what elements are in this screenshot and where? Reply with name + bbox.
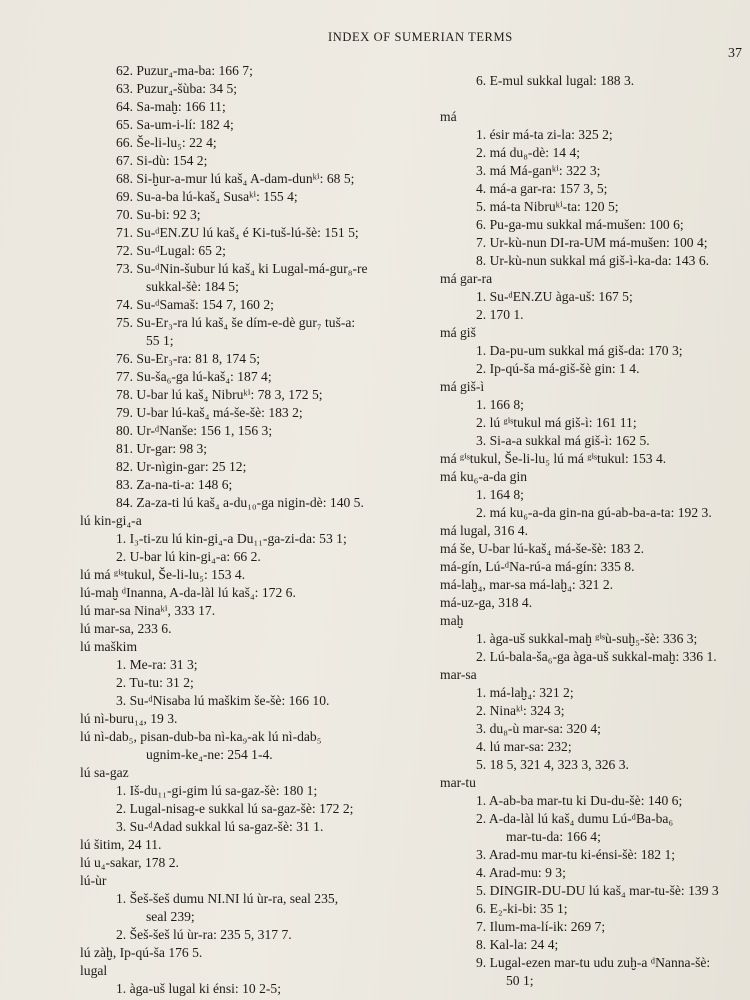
page-number: 37 <box>728 46 742 61</box>
index-entry: 3. Su-ᵈAdad sukkal lú sa-gaz-šè: 31 1. <box>116 819 324 834</box>
index-entry: 1. I₃-ti-zu lú kin-gi₄-a Du₁₁-ga-zi-da: 53 1; <box>116 531 347 546</box>
index-heading: má ku₆-a-da gin <box>440 469 528 484</box>
index-heading: mar-sa <box>440 667 477 682</box>
index-entry: 1. àga-uš sukkal-maḫ ᵍⁱˢù-suḫ₅-šè: 336 3; <box>476 631 698 646</box>
index-entry: 2. U-bar lú kin-gi₄-a: 66 2. <box>116 549 261 564</box>
index-heading: má-uz-ga, 318 4. <box>440 595 533 610</box>
index-entry: 82. Ur-nìgin-gar: 25 12; <box>116 459 247 474</box>
index-entry: 2. Lugal-nisag-e sukkal lú sa-gaz-šè: 172 2; <box>116 801 354 816</box>
index-entry: 7. Ur-kù-nun DI-ra-UM má-mušen: 100 4; <box>476 235 708 250</box>
index-heading: lú šitim, 24 11. <box>80 837 162 852</box>
index-entry: 1. Šeš-šeš dumu NI.NI lú ùr-ra, seal 235, <box>116 891 339 906</box>
index-entry: 1. Me-ra: 31 3; <box>116 657 198 672</box>
index-entry: 2. A-da-làl lú kaš₄ dumu Lú-ᵈBa-ba₆ <box>476 811 674 826</box>
index-heading: lú mar-sa Ninaᵏⁱ, 333 17. <box>80 603 216 618</box>
index-entry: 73. Su-ᵈNin-šubur lú kaš₄ ki Lugal-má-gur₈-re <box>116 261 368 276</box>
index-entry: 77. Su-ša₆-ga lú-kaš₄: 187 4; <box>116 369 272 384</box>
index-entry: 84. Za-za-ti lú kaš₄ a-du₁₀-ga nigin-dè: 140 5. <box>116 495 364 510</box>
index-entry: 1. Iš-du₁₁-gi-gim lú sa-gaz-šè: 180 1; <box>116 783 318 798</box>
index-entry-continuation: sukkal-šè: 184 5; <box>146 279 239 294</box>
index-entry: 1. ésir má-ta zi-la: 325 2; <box>476 127 613 142</box>
index-heading: maḫ <box>440 613 464 628</box>
right-column <box>440 72 750 990</box>
index-entry: 1. Su-ᵈEN.ZU àga-uš: 167 5; <box>476 289 633 304</box>
index-entry: 6. E-mul sukkal lugal: 188 3. <box>476 73 635 88</box>
index-heading: má <box>440 109 457 124</box>
index-entry: 62. Puzur₄-ma-ba: 166 7; <box>116 63 253 78</box>
index-heading: má giš <box>440 325 476 340</box>
index-entry-continuation: 50 1; <box>506 973 534 988</box>
index-entry: 7. Ilum-ma-lí-ik: 269 7; <box>476 919 606 934</box>
index-entry: 8. Ur-kù-nun sukkal má giš-ì-ka-da: 143 6. <box>476 253 710 268</box>
index-entry: 2. Ninaᵏⁱ: 324 3; <box>476 703 565 718</box>
index-entry: 76. Su-Er₃-ra: 81 8, 174 5; <box>116 351 261 366</box>
index-entry: 63. Puzur₄-šùba: 34 5; <box>116 81 238 96</box>
index-heading: má-laḫ₄, mar-sa má-laḫ₄: 321 2. <box>440 577 614 592</box>
index-heading: lú sa-gaz <box>80 765 129 780</box>
index-entry: 1. Da-pu-um sukkal má giš-da: 170 3; <box>476 343 683 358</box>
index-entry: 65. Sa-um-i-lí: 182 4; <box>116 117 234 132</box>
index-entry: 83. Za-na-ti-a: 148 6; <box>116 477 233 492</box>
index-entry: 5. DINGIR-DU-DU lú kaš₄ mar-tu-šè: 139 3 <box>476 883 719 898</box>
index-heading: lú-maḫ ᵈInanna, A-da-làl lú kaš₄: 172 6. <box>80 585 296 600</box>
index-entry-continuation: mar-tu-da: 166 4; <box>506 829 601 844</box>
index-entry: 3. du₈-ù mar-sa: 320 4; <box>476 721 601 736</box>
running-header: INDEX OF SUMERIAN TERMS <box>328 30 513 44</box>
index-heading: lú nì-dab₅, pisan-dub-ba nì-ka₉-ak lú nì-dab₅ <box>80 729 322 744</box>
index-heading: lú zàḫ, Ip-qú-ša 176 5. <box>80 945 203 960</box>
index-entry: 1. 166 8; <box>476 397 524 412</box>
index-entry: 2. lú ᵍⁱˢtukul má giš-ì: 161 11; <box>476 415 637 430</box>
index-entry: 6. E₂-ki-bi: 35 1; <box>476 901 568 916</box>
index-entry: 78. U-bar lú kaš₄ Nibruᵏⁱ: 78 3, 172 5; <box>116 387 323 402</box>
index-entry: 3. má Má-ganᵏⁱ: 322 3; <box>476 163 601 178</box>
index-entry: 2. Ip-qú-ša má-giš-šè gin: 1 4. <box>476 361 640 376</box>
index-heading: lú-ùr <box>80 873 107 888</box>
index-heading: lú kin-gi₄-a <box>80 513 142 528</box>
index-entry: 1. àga-uš lugal ki énsi: 10 2-5; <box>116 981 281 996</box>
index-entry: 80. Ur-ᵈNanše: 156 1, 156 3; <box>116 423 273 438</box>
index-entry: 64. Sa-maḫ: 166 11; <box>116 99 226 114</box>
index-entry: 70. Su-bi: 92 3; <box>116 207 201 222</box>
index-entry: 69. Su-a-ba lú-kaš₄ Susaᵏⁱ: 155 4; <box>116 189 298 204</box>
index-heading: lú nì-buru₁₄, 19 3. <box>80 711 178 726</box>
index-entry: 4. má-a gar-ra: 157 3, 5; <box>476 181 608 196</box>
index-entry: 9. Lugal-ezen mar-tu udu zuḫ-a ᵈNanna-šè: <box>476 955 711 970</box>
index-heading: lú má ᵍⁱˢtukul, Še-li-lu₅: 153 4. <box>80 567 246 582</box>
index-entry: 4. Arad-mu: 9 3; <box>476 865 566 880</box>
index-entry: 71. Su-ᵈEN.ZU lú kaš₄ é Ki-tuš-lú-šè: 151 5; <box>116 225 359 240</box>
index-entry-continuation: ugnim-ke₄-ne: 254 1-4. <box>146 747 273 762</box>
index-entry: 81. Ur-gar: 98 3; <box>116 441 208 456</box>
index-heading: lú u₄-sakar, 178 2. <box>80 855 179 870</box>
index-entry: 74. Su-ᵈSamaš: 154 7, 160 2; <box>116 297 274 312</box>
index-heading: lú mar-sa, 233 6. <box>80 621 172 636</box>
index-entry: 4. lú mar-sa: 232; <box>476 739 572 754</box>
index-entry: 3. Su-ᵈNisaba lú maškim še-šè: 166 10. <box>116 693 330 708</box>
index-heading: má ᵍⁱˢtukul, Še-li-lu₅ lú má ᵍⁱˢtukul: 153 4. <box>440 451 667 466</box>
index-entry: 3. Arad-mu mar-tu ki-énsi-šè: 182 1; <box>476 847 676 862</box>
index-entry: 1. 164 8; <box>476 487 524 502</box>
index-heading: lugal <box>80 963 108 978</box>
index-heading: má-gín, Lú-ᵈNa-rú-a má-gín: 335 8. <box>440 559 635 574</box>
index-entry: 8. Kal-la: 24 4; <box>476 937 559 952</box>
index-heading: lú maškim <box>80 639 138 654</box>
index-entry: 2. 170 1. <box>476 307 524 322</box>
index-entry: 6. Pu-ga-mu sukkal má-mušen: 100 6; <box>476 217 684 232</box>
left-column <box>80 62 455 998</box>
index-entry: 75. Su-Er₃-ra lú kaš₄ še dím-e-dè gur₇ tuš-a: <box>116 315 356 330</box>
index-entry-continuation: seal 239; <box>146 909 195 924</box>
index-entry: 66. Še-li-lu₅: 22 4; <box>116 135 217 150</box>
index-heading: má lugal, 316 4. <box>440 523 528 538</box>
index-entry: 67. Si-dù: 154 2; <box>116 153 208 168</box>
index-entry: 1. má-laḫ₄: 321 2; <box>476 685 574 700</box>
index-heading: má giš-ì <box>440 379 485 394</box>
index-entry: 68. Si-ḫur-a-mur lú kaš₄ A-dam-dunᵏⁱ: 68 5; <box>116 171 355 186</box>
column-spacer <box>440 90 750 108</box>
index-heading: má gar-ra <box>440 271 493 286</box>
index-entry: 5. má-ta Nibruᵏⁱ-ta: 120 5; <box>476 199 619 214</box>
index-entry: 2. Šeš-šeš lú ùr-ra: 235 5, 317 7. <box>116 927 292 942</box>
index-entry: 79. U-bar lú-kaš₄ má-še-šè: 183 2; <box>116 405 303 420</box>
index-entry-continuation: 55 1; <box>146 333 174 348</box>
index-entry: 2. má ku₆-a-da gin-na gú-ab-ba-a-ta: 192 3. <box>476 505 712 520</box>
index-entry: 2. má du₈-dè: 14 4; <box>476 145 581 160</box>
index-entry: 5. 18 5, 321 4, 323 3, 326 3. <box>476 757 629 772</box>
index-entry: 1. A-ab-ba mar-tu ki Du-du-šè: 140 6; <box>476 793 683 808</box>
index-entry: 72. Su-ᵈLugal: 65 2; <box>116 243 226 258</box>
index-entry: 2. Tu-tu: 31 2; <box>116 675 194 690</box>
index-entry: 2. Lú-bala-ša₆-ga àga-uš sukkal-maḫ: 336 1. <box>476 649 717 664</box>
index-heading: má še, U-bar lú-kaš₄ má-še-šè: 183 2. <box>440 541 645 556</box>
index-heading: mar-tu <box>440 775 476 790</box>
index-entry: 3. Si-a-a sukkal má giš-ì: 162 5. <box>476 433 650 448</box>
